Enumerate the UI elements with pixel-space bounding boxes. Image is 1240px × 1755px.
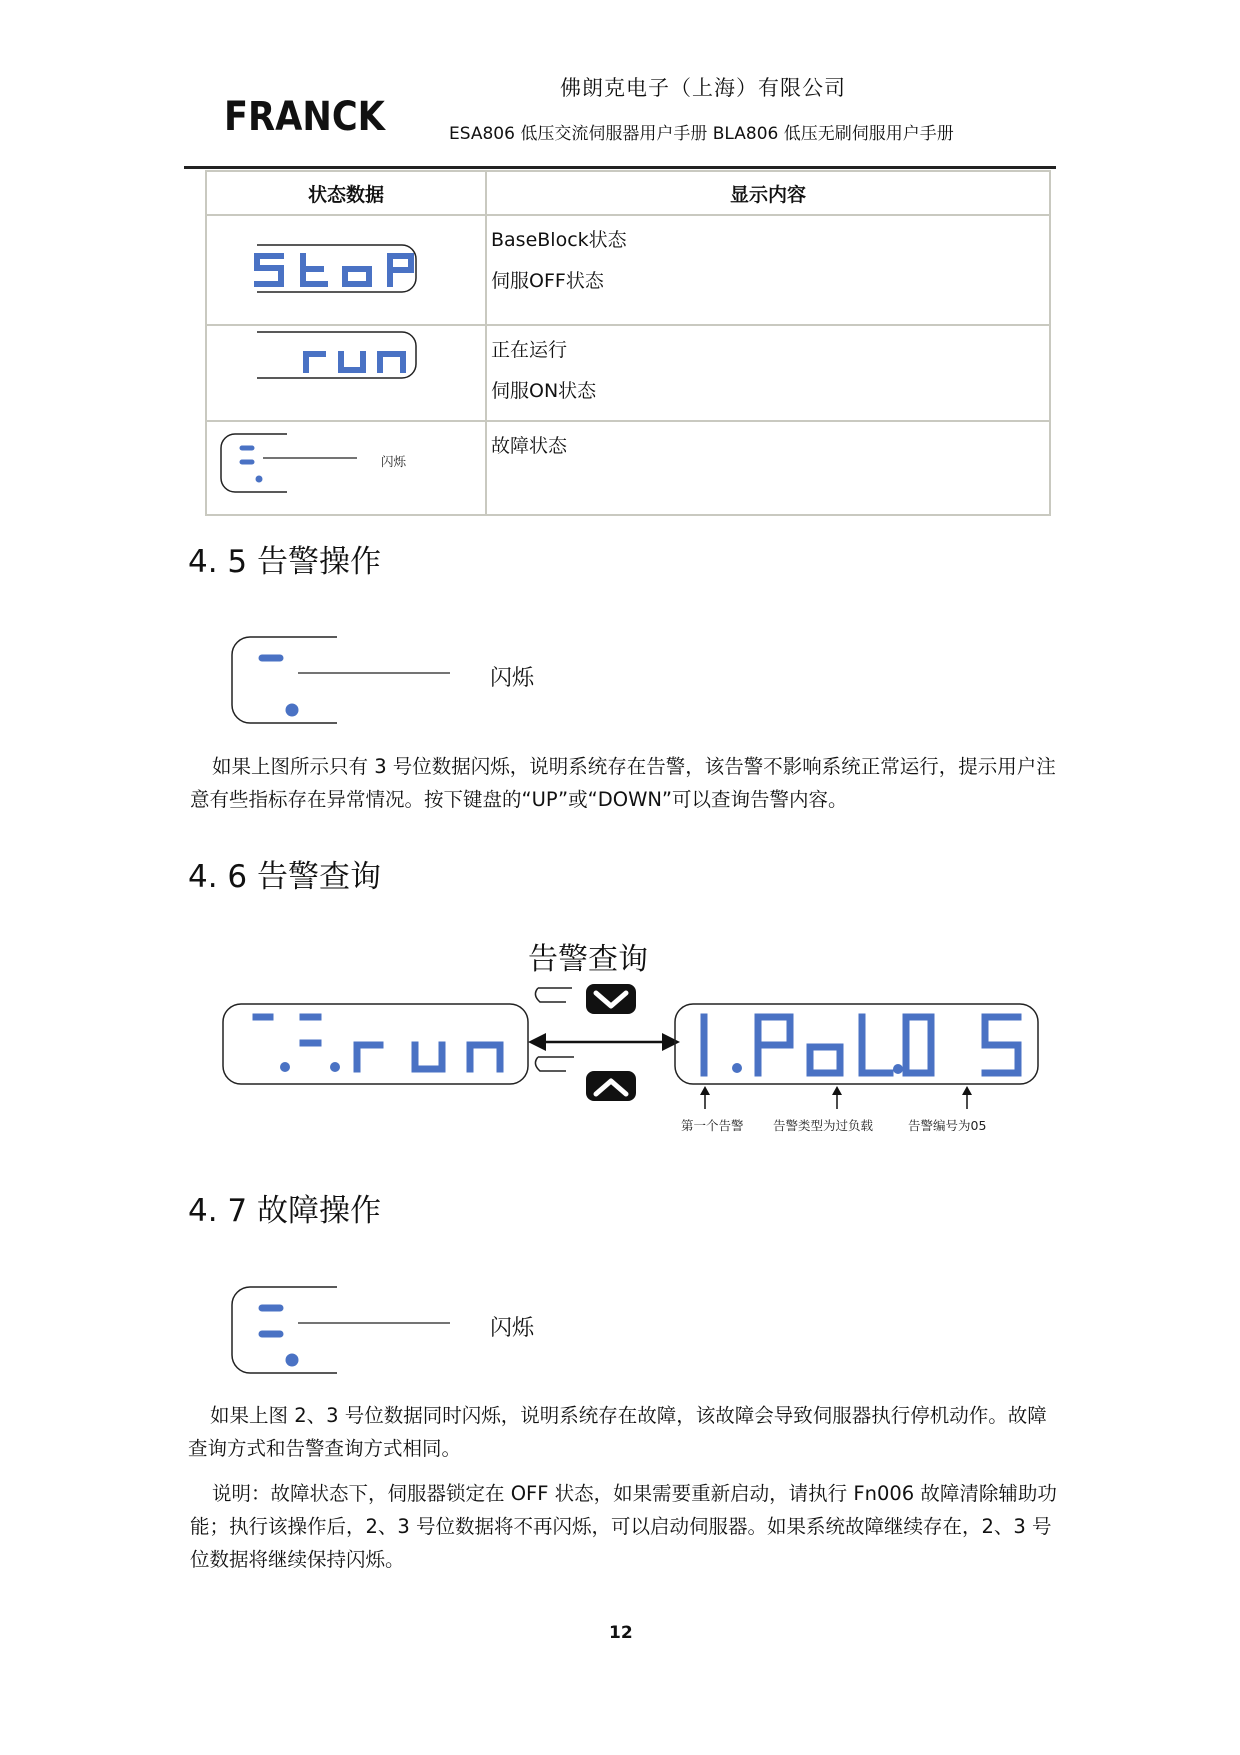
- table-header-status: 状态数据: [206, 171, 486, 215]
- header-rule: [184, 166, 1056, 169]
- table-header-content: 显示内容: [486, 171, 1050, 215]
- page-number: 12: [609, 1623, 633, 1643]
- arrow-right-icon: [662, 1033, 680, 1051]
- alarm-blink-label: 闪烁: [490, 666, 535, 691]
- display-fault: [206, 421, 486, 515]
- fault-blink-label-2: 闪烁: [490, 1316, 535, 1341]
- down-key-icon: [586, 984, 636, 1014]
- run-display-graphic: [207, 326, 485, 416]
- hand-pointer-icon: [535, 988, 572, 1002]
- run-description: 正在运行 伺服ON状态: [486, 325, 1050, 421]
- fault-display-graphic: [207, 422, 485, 510]
- hand-pointer-icon: [535, 1057, 574, 1071]
- up-key-icon: [586, 1071, 636, 1101]
- annotation-alarm-number: 告警编号为05: [908, 1118, 987, 1133]
- manual-title: ESA806 低压交流伺服器用户手册 BLA806 低压无刷伺服用户手册: [449, 124, 954, 144]
- arrow-left-icon: [528, 1033, 546, 1051]
- stop-display-graphic: [207, 216, 485, 320]
- display-run: [206, 325, 486, 421]
- section-title-4-7: 4. 7 故障操作: [188, 1193, 382, 1229]
- alarm-blink-display: [220, 632, 460, 732]
- section-title-4-5: 4. 5 告警操作: [188, 544, 382, 580]
- fault-blink-display: [220, 1282, 460, 1382]
- company-name: 佛朗克电子（上海）有限公司: [560, 76, 846, 100]
- fault-note-paragraph: 说明：故障状态下，伺服器锁定在 OFF 状态，如果需要重新启动，请执行 Fn006 故障清除辅助功能；执行该操作后，2、3 号位数据将不再闪烁，可以启动伺服器。如果系统故障继续存在，2、3 号位数据将继续保持闪烁。: [190, 1482, 1057, 1571]
- stop-description: BaseBlock状态 伺服OFF状态: [486, 215, 1050, 325]
- annotation-first-alarm: 第一个告警: [681, 1118, 744, 1133]
- company-logo: FRANCK: [224, 94, 385, 140]
- status-table: [205, 170, 1051, 516]
- fault-blink-label: 闪烁: [381, 454, 407, 469]
- fault-operation-paragraph: 如果上图 2、3 号位数据同时闪烁，说明系统存在故障，该故障会导致伺服器执行停机动作。故障查询方式和告警查询方式相同。: [188, 1404, 1047, 1460]
- fault-description: 故障状态: [486, 421, 1050, 515]
- table-row: [206, 325, 1050, 421]
- section-title-4-6: 4. 6 告警查询: [188, 859, 382, 895]
- table-row: [206, 421, 1050, 515]
- alarm-query-diagram: [220, 975, 1050, 1135]
- alarm-query-diagram-title: 告警查询: [528, 942, 648, 977]
- table-row: [206, 215, 1050, 325]
- display-stop: [206, 215, 486, 325]
- annotation-alarm-type: 告警类型为过负载: [773, 1118, 874, 1133]
- alarm-operation-paragraph: 如果上图所示只有 3 号位数据闪烁，说明系统存在告警，该告警不影响系统正常运行，提示用户注意有些指标存在异常情况。按下键盘的“UP”或“DOWN”可以查询告警内容。: [190, 755, 1056, 811]
